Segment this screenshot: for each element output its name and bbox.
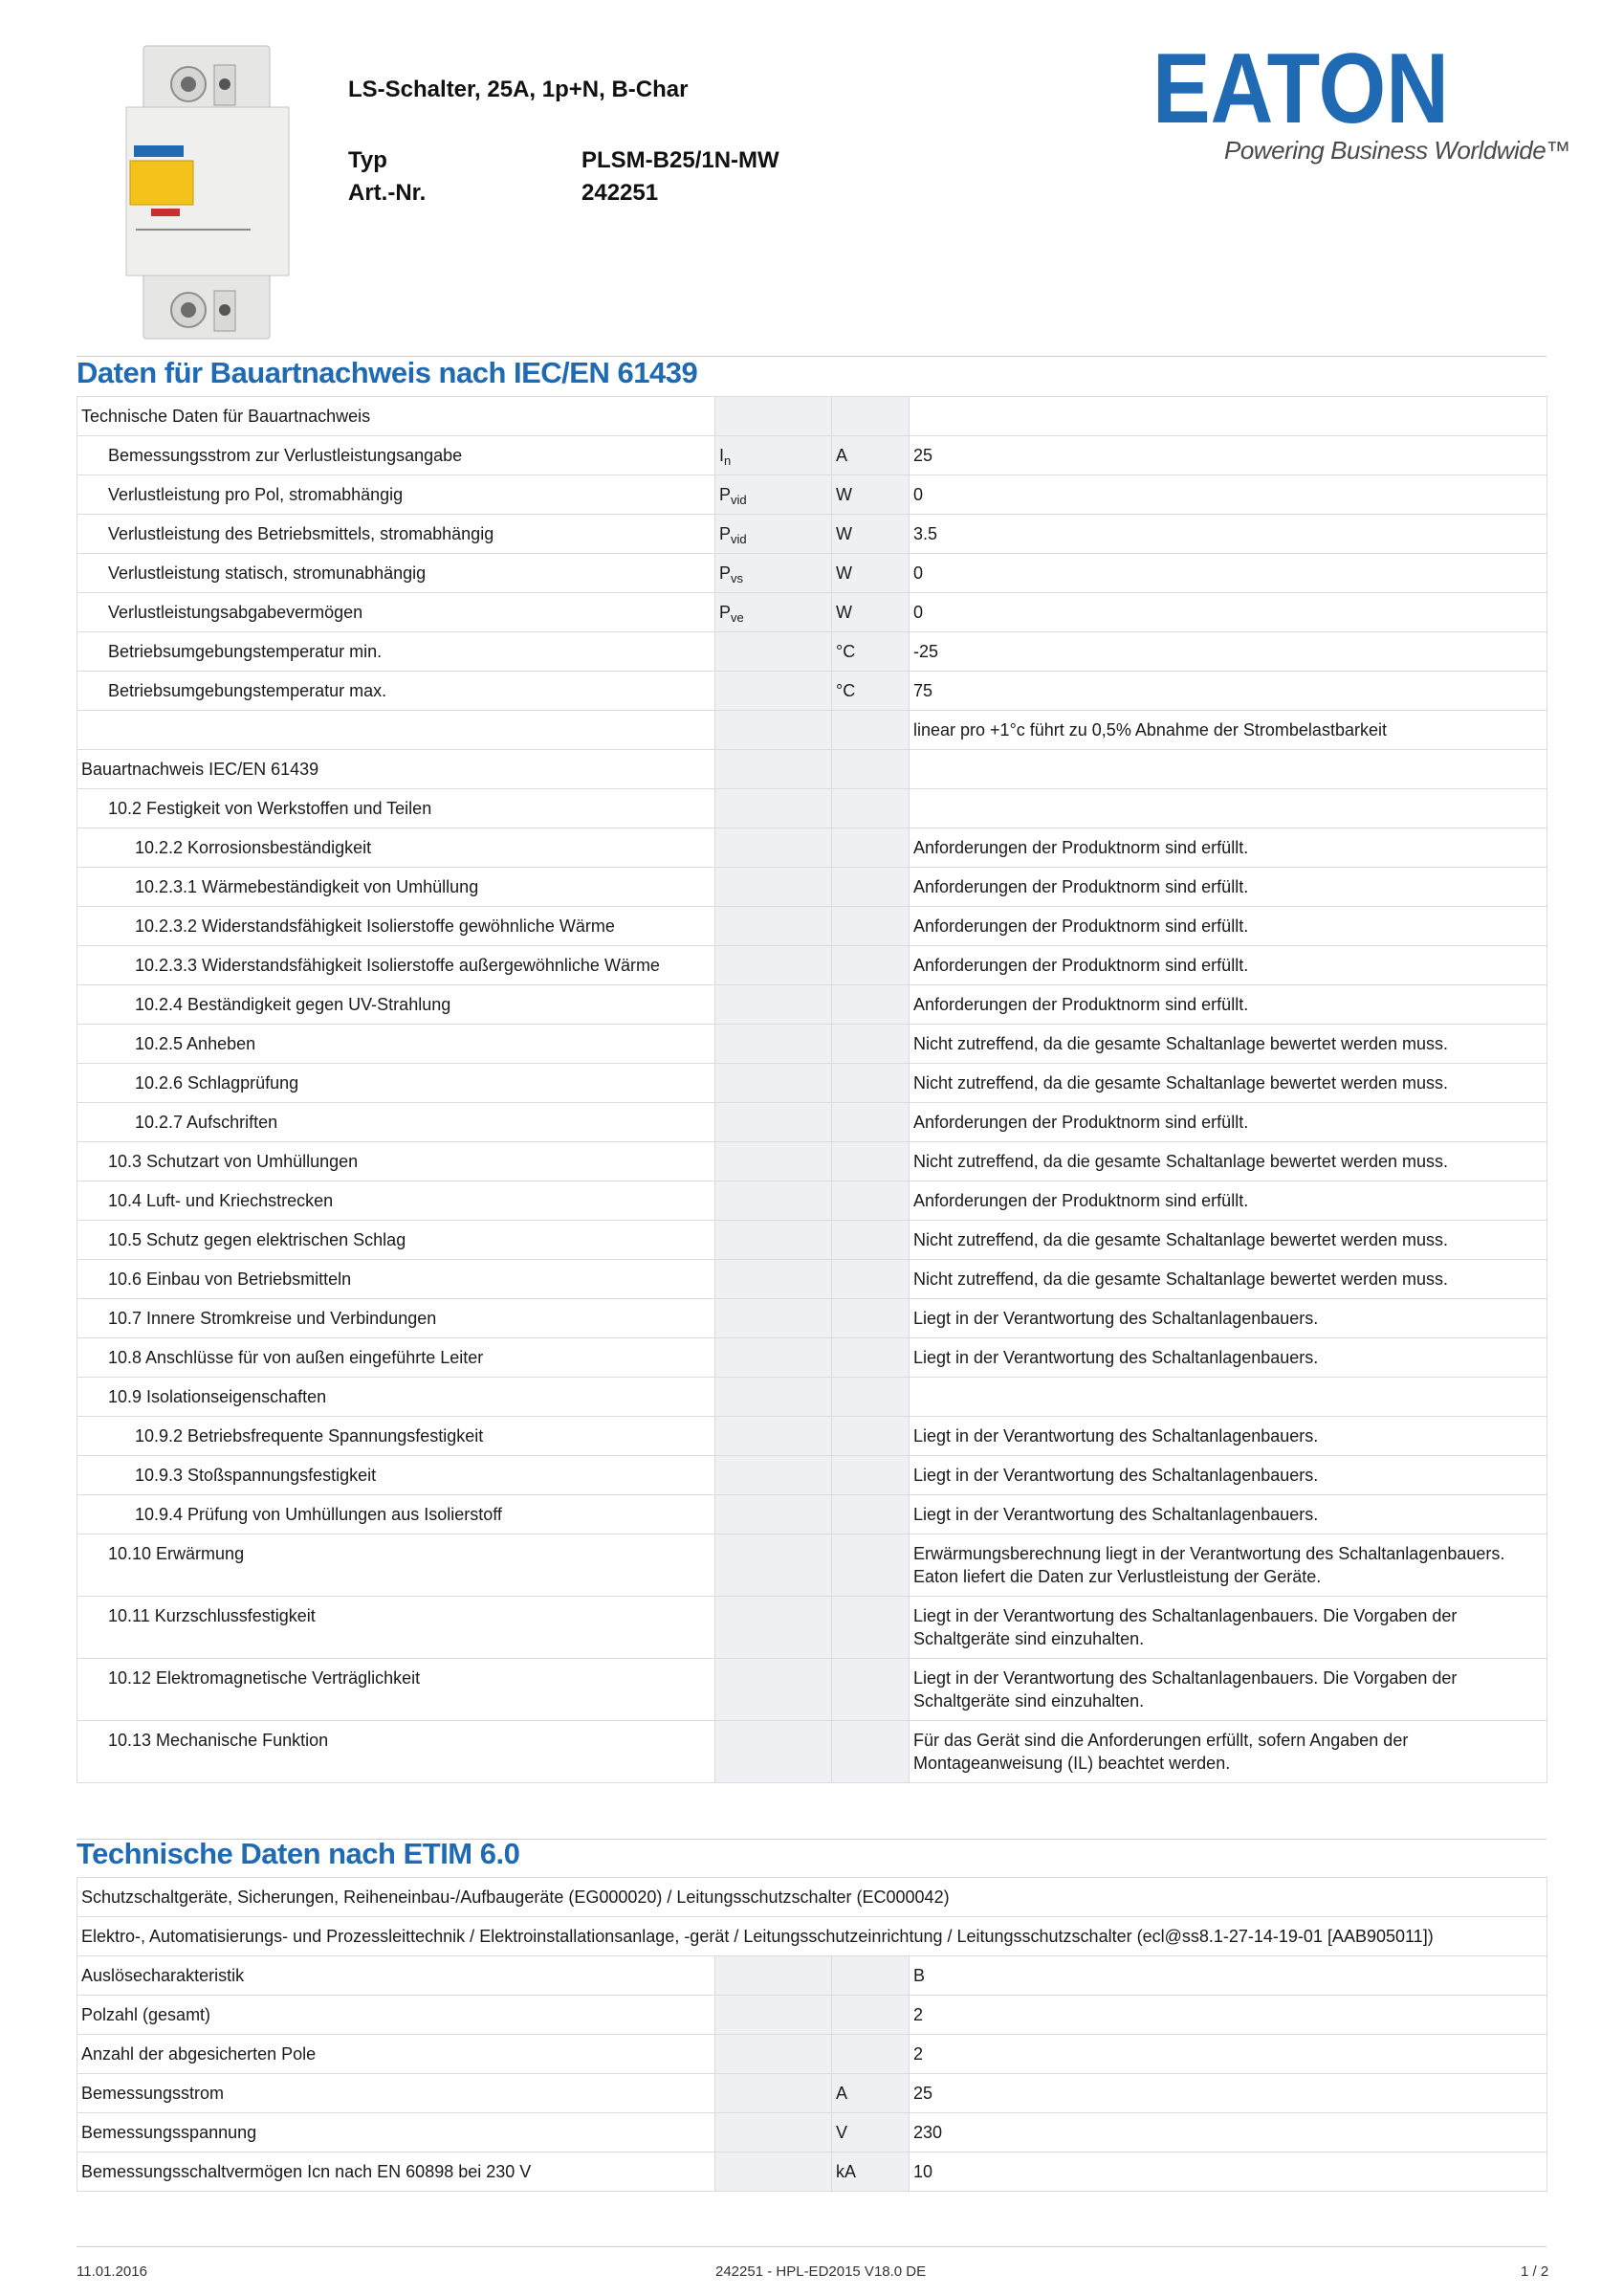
row-symbol	[715, 868, 832, 907]
page-title: LS-Schalter, 25A, 1p+N, B-Char	[348, 77, 689, 102]
row-symbol	[715, 1221, 832, 1260]
row-symbol	[715, 2152, 832, 2192]
row-symbol	[715, 632, 832, 672]
row-unit	[832, 789, 910, 828]
row-symbol	[715, 1597, 832, 1659]
row-symbol	[715, 1721, 832, 1783]
row-value: Anforderungen der Produktnorm sind erfüllt.	[910, 946, 1547, 985]
row-symbol	[715, 554, 832, 593]
row-label	[77, 946, 715, 985]
row-unit	[832, 1103, 910, 1142]
row-label	[77, 1181, 715, 1221]
row-value: -25	[910, 632, 1547, 672]
row-unit: W	[832, 515, 910, 554]
table-row	[77, 711, 1547, 750]
row-label-text: 10.7 Innere Stromkreise und Verbindungen	[108, 1309, 437, 1328]
table-row	[77, 1659, 1547, 1721]
footer-date: 11.01.2016	[77, 2263, 147, 2280]
row-value	[910, 1378, 1547, 1417]
row-value: Liegt in der Verantwortung des Schaltanlagenbauers.	[910, 1299, 1547, 1338]
row-symbol	[715, 789, 832, 828]
row-unit	[832, 907, 910, 946]
row-value: 75	[910, 672, 1547, 711]
row-value: Anforderungen der Produktnorm sind erfüllt.	[910, 828, 1547, 868]
row-symbol-subscript: vs	[731, 571, 744, 585]
row-symbol	[715, 1417, 832, 1456]
table-row	[77, 1181, 1547, 1221]
row-label	[77, 475, 715, 515]
row-label-text: Bemessungsschaltvermögen Icn nach EN 60898 bei 230 V	[81, 2162, 532, 2181]
footer-document-id: 242251 - HPL-ED2015 V18.0 DE	[715, 2263, 927, 2280]
row-label	[77, 2035, 715, 2074]
table-row	[77, 1721, 1547, 1783]
row-unit	[832, 397, 910, 436]
row-label	[77, 1917, 1547, 1956]
table-row	[77, 2113, 1547, 2152]
row-unit	[832, 1064, 910, 1103]
table-row	[77, 436, 1547, 475]
table-row	[77, 1025, 1547, 1064]
row-label-text: Verlustleistungsabgabevermögen	[108, 603, 363, 622]
row-label	[77, 1260, 715, 1299]
table-row	[77, 1103, 1547, 1142]
row-unit	[832, 1181, 910, 1221]
row-value: Anforderungen der Produktnorm sind erfüllt.	[910, 985, 1547, 1025]
section-title-etim: Technische Daten nach ETIM 6.0	[77, 1837, 520, 1870]
row-label	[77, 1878, 1547, 1917]
table-row	[77, 2074, 1547, 2113]
row-symbol	[715, 1064, 832, 1103]
row-value: Nicht zutreffend, da die gesamte Schaltanlage bewertet werden muss.	[910, 1260, 1547, 1299]
row-label-text: 10.5 Schutz gegen elektrischen Schlag	[108, 1230, 406, 1249]
row-symbol	[715, 946, 832, 985]
svg-text:EATON: EATON	[1152, 42, 1449, 144]
row-label-text: 10.12 Elektromagnetische Verträglichkeit	[108, 1668, 421, 1688]
row-label-text: Verlustleistung statisch, stromunabhängig	[108, 563, 427, 583]
row-value: Anforderungen der Produktnorm sind erfüllt.	[910, 868, 1547, 907]
row-symbol	[715, 907, 832, 946]
row-unit: W	[832, 593, 910, 632]
row-symbol-letter: I	[719, 446, 725, 465]
row-unit: °C	[832, 672, 910, 711]
row-symbol	[715, 2074, 832, 2113]
row-unit: A	[832, 2074, 910, 2113]
row-symbol-letter: P	[719, 524, 732, 543]
row-symbol	[715, 750, 832, 789]
row-symbol	[715, 2113, 832, 2152]
row-label-text: 10.9.2 Betriebsfrequente Spannungsfestigkeit	[135, 1426, 484, 1446]
row-label	[77, 2113, 715, 2152]
row-symbol	[715, 1103, 832, 1142]
row-label	[77, 397, 715, 436]
row-label	[77, 828, 715, 868]
row-label-text: Verlustleistung pro Pol, stromabhängig	[108, 485, 404, 504]
row-unit	[832, 828, 910, 868]
row-value: Nicht zutreffend, da die gesamte Schaltanlage bewertet werden muss.	[910, 1025, 1547, 1064]
row-value: 10	[910, 2152, 1547, 2192]
row-value: Erwärmungsberechnung liegt in der Verantwortung des Schaltanlagenbauers. Eaton liefert die Daten zur Verlustleistung der Geräte.	[910, 1534, 1547, 1597]
row-value: 2	[910, 2035, 1547, 2074]
row-symbol	[715, 1299, 832, 1338]
row-label-text: Polzahl (gesamt)	[81, 2005, 211, 2024]
row-label	[77, 554, 715, 593]
row-label	[77, 2152, 715, 2192]
row-unit	[832, 1142, 910, 1181]
table-row	[77, 1064, 1547, 1103]
row-symbol	[715, 475, 832, 515]
row-unit	[832, 1956, 910, 1996]
row-unit	[832, 750, 910, 789]
row-label-text: Betriebsumgebungstemperatur min.	[108, 642, 383, 661]
row-unit: °C	[832, 632, 910, 672]
row-value	[910, 750, 1547, 789]
row-value: Nicht zutreffend, da die gesamte Schaltanlage bewertet werden muss.	[910, 1064, 1547, 1103]
row-value: 25	[910, 2074, 1547, 2113]
table-row	[77, 750, 1547, 789]
type-value: PLSM-B25/1N-MW	[581, 147, 779, 173]
table-row	[77, 672, 1547, 711]
row-label	[77, 1721, 715, 1783]
row-symbol	[715, 1956, 832, 1996]
row-label	[77, 632, 715, 672]
row-label-text: Elektro-, Automatisierungs- und Prozessleittechnik / Elektroinstallationsanlage, -gerät / Leitungsschutzeinrichtung / Leitungsschutzschalter (ecl@ss8.1-27-14-19-01 [AAB905011])	[81, 1927, 1434, 1946]
row-label	[77, 2074, 715, 2113]
row-label	[77, 711, 715, 750]
row-label-text: 10.2.2 Korrosionsbeständigkeit	[135, 838, 372, 857]
row-value: 25	[910, 436, 1547, 475]
row-symbol-letter: P	[719, 603, 732, 622]
row-value: 3.5	[910, 515, 1547, 554]
row-label-text: 10.2.5 Anheben	[135, 1034, 256, 1053]
row-label-text: 10.13 Mechanische Funktion	[108, 1731, 329, 1750]
row-symbol	[715, 2035, 832, 2074]
row-label	[77, 672, 715, 711]
row-value: 0	[910, 475, 1547, 515]
row-label-text: Bauartnachweis IEC/EN 61439	[81, 760, 319, 779]
row-symbol	[715, 1534, 832, 1597]
row-label-text: Auslösecharakteristik	[81, 1966, 245, 1985]
row-unit	[832, 1721, 910, 1783]
row-value: Anforderungen der Produktnorm sind erfüllt.	[910, 1103, 1547, 1142]
row-label	[77, 1103, 715, 1142]
table-row	[77, 475, 1547, 515]
table-row	[77, 1495, 1547, 1534]
row-label	[77, 593, 715, 632]
row-label-text: Bemessungsstrom zur Verlustleistungsangabe	[108, 446, 463, 465]
row-symbol-letter: P	[719, 563, 732, 583]
row-unit	[832, 1025, 910, 1064]
row-label	[77, 1064, 715, 1103]
row-label-text: 10.2.7 Aufschriften	[135, 1113, 278, 1132]
table-row	[77, 1996, 1547, 2035]
row-label-text: Verlustleistung des Betriebsmittels, stromabhängig	[108, 524, 494, 543]
row-value: Für das Gerät sind die Anforderungen erfüllt, sofern Angaben der Montageanweisung (IL) beachtet werden.	[910, 1721, 1547, 1783]
row-unit	[832, 1260, 910, 1299]
row-label	[77, 1456, 715, 1495]
row-label-text: 10.9 Isolationseigenschaften	[108, 1387, 327, 1406]
row-symbol	[715, 1142, 832, 1181]
row-label-text: Anzahl der abgesicherten Pole	[81, 2044, 317, 2064]
table-row	[77, 1260, 1547, 1299]
row-value: Liegt in der Verantwortung des Schaltanlagenbauers.	[910, 1338, 1547, 1378]
row-label	[77, 907, 715, 946]
row-unit: A	[832, 436, 910, 475]
row-unit	[832, 1996, 910, 2035]
table-row	[77, 593, 1547, 632]
row-symbol-letter: P	[719, 485, 732, 504]
row-symbol	[715, 985, 832, 1025]
row-symbol	[715, 1996, 832, 2035]
row-label-text: Betriebsumgebungstemperatur max.	[108, 681, 387, 700]
footer-page-number: 1 / 2	[1521, 2263, 1549, 2280]
row-unit	[832, 1221, 910, 1260]
row-label	[77, 868, 715, 907]
row-value: Liegt in der Verantwortung des Schaltanlagenbauers.	[910, 1456, 1547, 1495]
row-label	[77, 1221, 715, 1260]
row-value: Liegt in der Verantwortung des Schaltanlagenbauers. Die Vorgaben der Schaltgeräte sind einzuhalten.	[910, 1659, 1547, 1721]
row-value	[910, 397, 1547, 436]
row-label-text: Bemessungsspannung	[81, 2123, 257, 2142]
table-row	[77, 1456, 1547, 1495]
table-row	[77, 907, 1547, 946]
table-row	[77, 789, 1547, 828]
article-number-value: 242251	[581, 180, 659, 206]
row-label	[77, 1378, 715, 1417]
row-unit	[832, 868, 910, 907]
row-symbol	[715, 711, 832, 750]
row-value: Nicht zutreffend, da die gesamte Schaltanlage bewertet werden muss.	[910, 1221, 1547, 1260]
row-label-text: 10.9.4 Prüfung von Umhüllungen aus Isolierstoff	[135, 1505, 502, 1524]
row-label	[77, 1534, 715, 1597]
row-unit	[832, 1378, 910, 1417]
row-label-text: 10.4 Luft- und Kriechstrecken	[108, 1191, 334, 1210]
row-symbol	[715, 828, 832, 868]
row-value: Liegt in der Verantwortung des Schaltanlagenbauers.	[910, 1495, 1547, 1534]
row-unit	[832, 1456, 910, 1495]
table-row	[77, 1142, 1547, 1181]
row-label	[77, 1495, 715, 1534]
product-image	[107, 40, 308, 344]
row-label	[77, 436, 715, 475]
row-symbol-subscript: vid	[731, 493, 747, 507]
row-value: 2	[910, 1996, 1547, 2035]
table-row	[77, 868, 1547, 907]
row-value: Anforderungen der Produktnorm sind erfüllt.	[910, 907, 1547, 946]
row-symbol	[715, 672, 832, 711]
row-label-text: Schutzschaltgeräte, Sicherungen, Reiheneinbau-/Aufbaugeräte (EG000020) / Leitungsschutzschalter (EC000042)	[81, 1888, 950, 1907]
row-symbol-subscript: vid	[731, 532, 747, 546]
table-row	[77, 985, 1547, 1025]
row-symbol	[715, 593, 832, 632]
row-label	[77, 1142, 715, 1181]
table-row	[77, 554, 1547, 593]
table-row	[77, 1917, 1547, 1956]
row-symbol	[715, 1181, 832, 1221]
table-row	[77, 515, 1547, 554]
row-label-text: 10.11 Kurzschlussfestigkeit	[108, 1606, 316, 1625]
table-row	[77, 2152, 1547, 2192]
row-label	[77, 750, 715, 789]
type-label: Typ	[348, 147, 387, 173]
row-label-text: 10.2.3.3 Widerstandsfähigkeit Isolierstoffe außergewöhnliche Wärme	[135, 956, 660, 975]
table-row	[77, 946, 1547, 985]
row-symbol	[715, 1378, 832, 1417]
row-unit	[832, 1299, 910, 1338]
row-unit	[832, 1534, 910, 1597]
row-unit	[832, 2035, 910, 2074]
row-label-text: Technische Daten für Bauartnachweis	[81, 407, 371, 426]
row-value: Liegt in der Verantwortung des Schaltanlagenbauers.	[910, 1417, 1547, 1456]
row-label	[77, 789, 715, 828]
row-label	[77, 1025, 715, 1064]
row-label	[77, 1956, 715, 1996]
row-value: Anforderungen der Produktnorm sind erfüllt.	[910, 1181, 1547, 1221]
row-unit	[832, 711, 910, 750]
row-label-text: 10.2.6 Schlagprüfung	[135, 1073, 299, 1093]
row-unit: V	[832, 2113, 910, 2152]
row-symbol	[715, 436, 832, 475]
row-symbol	[715, 1338, 832, 1378]
row-unit	[832, 985, 910, 1025]
table-row	[77, 1534, 1547, 1597]
row-symbol-subscript: n	[724, 453, 732, 468]
row-unit	[832, 1495, 910, 1534]
row-label	[77, 1996, 715, 2035]
row-label-text: 10.2.3.2 Widerstandsfähigkeit Isolierstoffe gewöhnliche Wärme	[135, 916, 615, 936]
table-row	[77, 397, 1547, 436]
table-row	[77, 1221, 1547, 1260]
row-label-text: 10.9.3 Stoßspannungsfestigkeit	[135, 1466, 377, 1485]
row-label	[77, 515, 715, 554]
row-label-text: 10.10 Erwärmung	[108, 1544, 245, 1563]
row-value: 0	[910, 593, 1547, 632]
row-label	[77, 1659, 715, 1721]
row-label-text: Bemessungsstrom	[81, 2084, 225, 2103]
row-symbol	[715, 1495, 832, 1534]
row-unit: kA	[832, 2152, 910, 2192]
row-symbol	[715, 397, 832, 436]
row-label	[77, 985, 715, 1025]
row-symbol	[715, 1659, 832, 1721]
row-label	[77, 1299, 715, 1338]
row-value	[910, 789, 1547, 828]
row-value: 0	[910, 554, 1547, 593]
row-symbol-subscript: ve	[731, 610, 744, 625]
row-value: B	[910, 1956, 1547, 1996]
row-symbol	[715, 1456, 832, 1495]
table-row	[77, 1597, 1547, 1659]
row-value: linear pro +1°c führt zu 0,5% Abnahme der Strombelastbarkeit	[910, 711, 1547, 750]
bauartnachweis-table	[77, 396, 1547, 1783]
table-row	[77, 1417, 1547, 1456]
brand-tagline: Powering Business Worldwide™	[1224, 136, 1570, 165]
row-value: 230	[910, 2113, 1547, 2152]
row-unit	[832, 1597, 910, 1659]
table-row	[77, 2035, 1547, 2074]
row-symbol	[715, 1025, 832, 1064]
row-unit	[832, 1338, 910, 1378]
row-label-text: 10.2.3.1 Wärmebeständigkeit von Umhüllung	[135, 877, 479, 896]
row-label-text: 10.6 Einbau von Betriebsmitteln	[108, 1269, 352, 1289]
row-label-text: 10.2.4 Beständigkeit gegen UV-Strahlung	[135, 995, 451, 1014]
row-unit: W	[832, 475, 910, 515]
article-number-label: Art.-Nr.	[348, 180, 427, 206]
section-title-bauartnachweis: Daten für Bauartnachweis nach IEC/EN 61439	[77, 356, 698, 389]
row-label	[77, 1417, 715, 1456]
row-label	[77, 1338, 715, 1378]
row-label-text: 10.8 Anschlüsse für von außen eingeführte Leiter	[108, 1348, 484, 1367]
table-row	[77, 1956, 1547, 1996]
table-row	[77, 1378, 1547, 1417]
row-unit	[832, 1659, 910, 1721]
row-unit: W	[832, 554, 910, 593]
table-row	[77, 632, 1547, 672]
row-symbol	[715, 1260, 832, 1299]
row-label-text: 10.2 Festigkeit von Werkstoffen und Teilen	[108, 799, 432, 818]
table-row	[77, 1299, 1547, 1338]
row-value: Nicht zutreffend, da die gesamte Schaltanlage bewertet werden muss.	[910, 1142, 1547, 1181]
row-unit	[832, 946, 910, 985]
etim-table	[77, 1877, 1547, 2192]
row-symbol	[715, 515, 832, 554]
row-label-text: 10.3 Schutzart von Umhüllungen	[108, 1152, 359, 1171]
table-row	[77, 828, 1547, 868]
row-value: Liegt in der Verantwortung des Schaltanlagenbauers. Die Vorgaben der Schaltgeräte sind einzuhalten.	[910, 1597, 1547, 1659]
row-label	[77, 1597, 715, 1659]
table-row	[77, 1878, 1547, 1917]
table-row	[77, 1338, 1547, 1378]
row-unit	[832, 1417, 910, 1456]
